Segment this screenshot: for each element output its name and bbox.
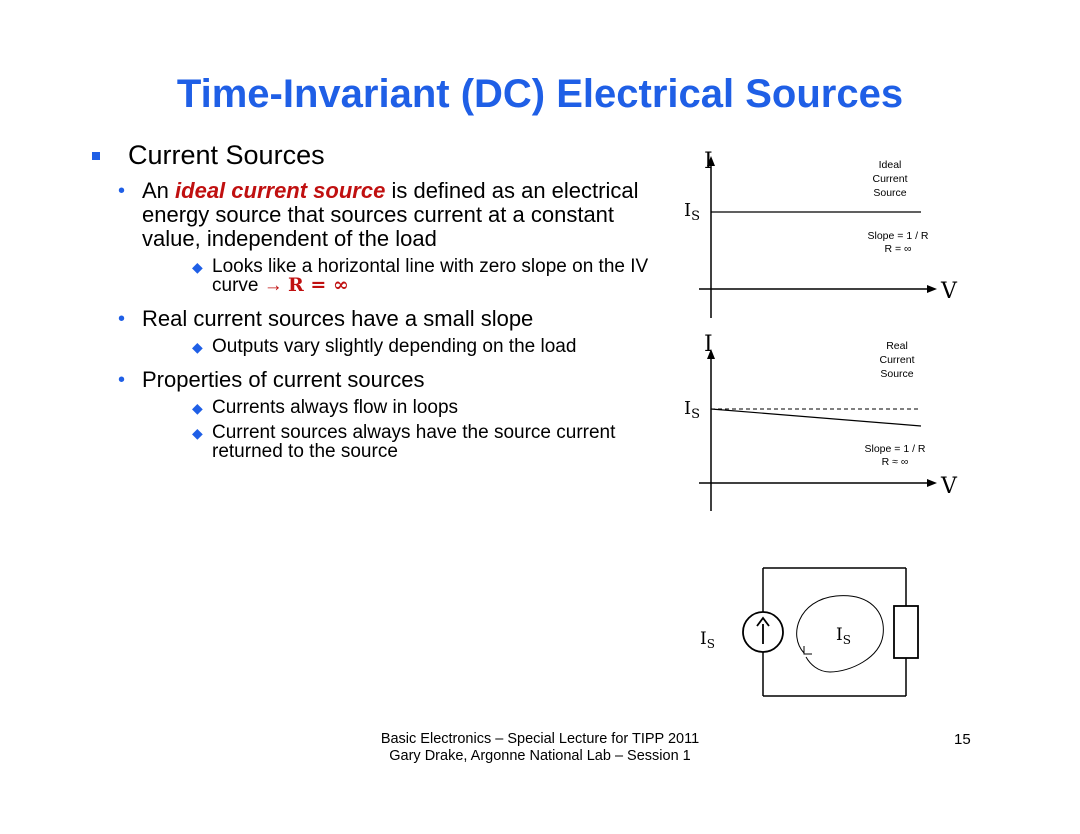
bullet-list — [92, 140, 652, 461]
real-label-2: Current — [879, 354, 915, 366]
bullet-ideal-sub — [92, 257, 652, 295]
b1-sub-rinf: R = ∞ — [288, 274, 349, 296]
b1-emphasis: ideal current source — [175, 178, 386, 203]
real-label-3: Source — [880, 368, 914, 380]
bullet-returned — [92, 423, 652, 461]
dot-bullet-icon: • — [118, 308, 126, 330]
real-y-label: I — [704, 332, 713, 357]
real-slope-label: Slope = 1 / R — [864, 443, 926, 455]
ideal-is-label: $I_S$ — [684, 200, 701, 224]
ideal-label-3: Source — [873, 187, 907, 199]
real-iv-graph — [675, 327, 975, 515]
bullet-real-sources — [92, 307, 652, 331]
footer-line-1: Basic Electronics – Special Lecture for TIPP 2011 — [380, 731, 700, 747]
ideal-x-label: V — [941, 279, 957, 304]
ideal-r-label: R = ∞ — [884, 243, 912, 255]
b2-text: Real current sources have a small slope — [142, 306, 534, 331]
heading-text: Current Sources — [128, 140, 325, 170]
footer-line-2: Gary Drake, Argonne National Lab – Session 1 — [389, 748, 691, 764]
ideal-slope-label: Slope = 1 / R — [867, 230, 929, 242]
current-source-circuit — [690, 560, 940, 710]
square-bullet-icon — [92, 152, 100, 160]
real-r-label: R ≈ ∞ — [881, 456, 909, 468]
resistor-symbol — [894, 606, 918, 658]
b3-sub2-text: Current sources always have the source current returned to the source — [212, 422, 616, 462]
b3-text: Properties of current sources — [142, 367, 425, 392]
ideal-label-1: Ideal — [878, 159, 902, 171]
circuit-loop-label: $I_S$ — [836, 625, 851, 647]
ideal-label-2: Current — [872, 173, 908, 185]
diamond-bullet-icon: ◆ — [192, 259, 203, 275]
diamond-bullet-icon: ◆ — [192, 339, 203, 355]
real-is-label: $I_S$ — [684, 398, 701, 422]
real-current-line — [711, 409, 921, 426]
real-label-1: Real — [886, 340, 908, 352]
ideal-x-arrow-icon — [927, 285, 937, 293]
real-x-label: V — [941, 474, 957, 499]
loop-arrowhead-icon — [804, 646, 812, 654]
diamond-bullet-icon: ◆ — [192, 425, 203, 441]
circuit-source-label: $I_S$ — [700, 629, 715, 651]
b3-sub1-text: Currents always flow in loops — [212, 397, 459, 418]
dot-bullet-icon: • — [118, 369, 126, 391]
b1-sub-arrow: → — [263, 275, 283, 296]
b2-sub-text: Outputs vary slightly depending on the load — [212, 336, 577, 357]
bullet-loops — [92, 398, 652, 417]
slide-title: Time-Invariant (DC) Electrical Sources — [176, 72, 904, 116]
dot-bullet-icon: • — [118, 180, 126, 202]
bullet-ideal-source — [92, 179, 652, 251]
b1-pre: An — [142, 178, 176, 203]
b1-sub-text: Looks like a horizontal line with zero slope on the IV curve — [212, 256, 649, 296]
bullet-real-sub — [92, 337, 652, 356]
diamond-bullet-icon: ◆ — [192, 400, 203, 416]
b1-post: is defined as an electrical energy source that sources current at a constant value, independent of the load — [142, 178, 639, 251]
page-number: 15 — [954, 731, 971, 748]
bullet-current-sources — [92, 140, 652, 171]
ideal-y-label: I — [704, 149, 713, 174]
ideal-iv-graph — [675, 138, 975, 323]
slide-footer — [310, 731, 770, 765]
bullet-properties — [92, 368, 652, 392]
real-x-arrow-icon — [927, 479, 937, 487]
